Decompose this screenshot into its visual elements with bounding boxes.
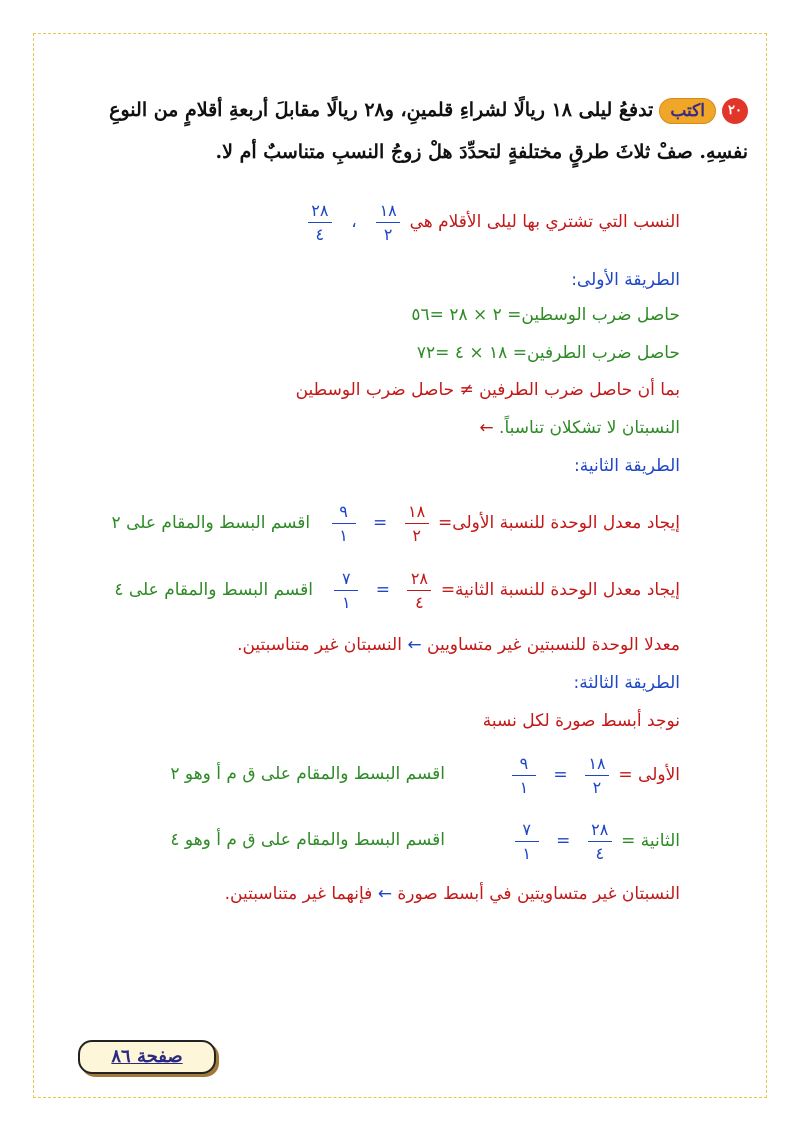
arrow-icon: ← <box>377 884 392 904</box>
method3-row-1 <box>508 752 680 798</box>
question-text-2: نفسِهِ. صفْ ثلاثَ طرقٍ مختلفةٍ لتحدِّدَ هلْ زوجُ النسبِ متناسبٌ أم لا. <box>215 141 748 163</box>
fraction-denominator: ١ <box>342 592 351 612</box>
method3-intro: نوجد أبسط صورة لكل نسبة <box>482 711 680 731</box>
method3-row-2 <box>511 818 680 864</box>
method3-title: الطريقة الثالثة: <box>573 673 680 693</box>
page-border <box>33 33 767 1098</box>
method1-conclusion: النسبتان لا تشكلان تناسباً. <box>499 418 680 438</box>
method1-extremes-product: حاصل ضرب الطرفين= ١٨ × ٤ =٧٢ <box>416 343 680 363</box>
method2-fraction-2a <box>407 569 431 612</box>
question-text-1: تدفعُ ليلى ١٨ ريالًا لشراءِ قلمينِ، و٢٨ ريالًا مقابلَ أربعةِ أقلامٍ من النوعِ <box>109 99 654 121</box>
arrow-icon: ← <box>479 418 494 438</box>
fraction-numerator: ١٨ <box>408 501 426 521</box>
equals-sign: = <box>553 765 568 785</box>
fraction-denominator: ١ <box>522 843 531 863</box>
method2-title: الطريقة الثانية: <box>574 456 680 476</box>
method3-fraction-2a <box>588 820 612 863</box>
method3-conclusion-b: فإنهما غير متناسبتين. <box>224 884 373 904</box>
fraction-denominator: ٤ <box>415 592 424 612</box>
fraction-numerator: ٧ <box>342 568 351 588</box>
method3-note-1: اقسم البسط والمقام على ق م أ وهو ٢ <box>170 764 445 784</box>
fraction-denominator: ٤ <box>595 843 605 863</box>
question-number: ٢٠ <box>722 98 748 124</box>
fraction-denominator: ٤ <box>315 224 325 244</box>
method3-label-2: الثانية = <box>621 831 680 851</box>
method1-conclusion-row <box>479 418 680 438</box>
method2-fraction-1b <box>332 502 356 545</box>
method1-comparison: بما أن حاصل ضرب الطرفين ≠ حاصل ضرب الوسطين <box>295 380 680 400</box>
question-line-1 <box>109 98 748 124</box>
method2-note-2: اقسم البسط والمقام على ٤ <box>114 580 313 600</box>
method1-title: الطريقة الأولى: <box>571 270 680 290</box>
equals-sign: = <box>556 831 571 851</box>
method3-label-1: الأولى = <box>618 765 680 785</box>
fraction-numerator: ٢٨ <box>311 200 329 220</box>
method3-fraction-1a <box>585 754 609 797</box>
method2-fraction-1a <box>405 502 429 545</box>
method3-conclusion-a: النسبتان غير متساويتين في أبسط صورة <box>397 884 680 904</box>
method2-label-1: إيجاد معدل الوحدة للنسبة الأولى= <box>438 513 680 533</box>
intro-line <box>304 200 680 244</box>
method2-conclusion-a: معدلا الوحدة للنسبتين غير متساويين <box>427 635 680 655</box>
fraction-numerator: ٩ <box>339 501 348 521</box>
question-line-2 <box>216 141 749 163</box>
method2-label-2: إيجاد معدل الوحدة للنسبة الثانية= <box>440 580 680 600</box>
method2-row-1 <box>112 500 680 546</box>
method2-conclusion-b: النسبتان غير متناسبتين. <box>237 635 402 655</box>
fraction-denominator: ٢ <box>592 777 602 797</box>
equals-sign: = <box>372 513 388 533</box>
fraction-numerator: ٩ <box>519 753 529 773</box>
method1-means-product: حاصل ضرب الوسطين= ٢ × ٢٨ =٥٦ <box>411 305 680 325</box>
intro-fraction-2 <box>308 201 332 244</box>
fraction-numerator: ٢٨ <box>591 819 609 839</box>
fraction-numerator: ١٨ <box>588 753 606 773</box>
fraction-numerator: ٢٨ <box>410 568 428 588</box>
fraction-numerator: ٧ <box>522 819 531 839</box>
write-badge: اكتب <box>659 98 716 124</box>
intro-separator: ، <box>351 212 357 232</box>
fraction-denominator: ٢ <box>383 224 393 244</box>
method2-conclusion <box>237 635 680 655</box>
arrow-icon: ← <box>407 635 422 655</box>
intro-fraction-1 <box>376 201 400 244</box>
fraction-denominator: ١ <box>519 777 529 797</box>
method2-fraction-2b <box>334 569 358 612</box>
page-number-label: صفحة ٨٦ <box>78 1040 216 1074</box>
method3-conclusion <box>225 884 680 904</box>
equals-sign: = <box>375 580 390 600</box>
method3-fraction-1b <box>512 754 536 797</box>
method3-fraction-2b <box>515 820 539 863</box>
fraction-denominator: ٢ <box>412 525 421 545</box>
intro-text: النسب التي تشتري بها ليلى الأقلام هي <box>409 212 680 232</box>
method2-row-2 <box>114 567 680 613</box>
fraction-numerator: ١٨ <box>379 200 397 220</box>
method3-note-2: اقسم البسط والمقام على ق م أ وهو ٤ <box>170 830 445 850</box>
fraction-denominator: ١ <box>339 525 348 545</box>
method2-note-1: اقسم البسط والمقام على ٢ <box>111 513 311 533</box>
